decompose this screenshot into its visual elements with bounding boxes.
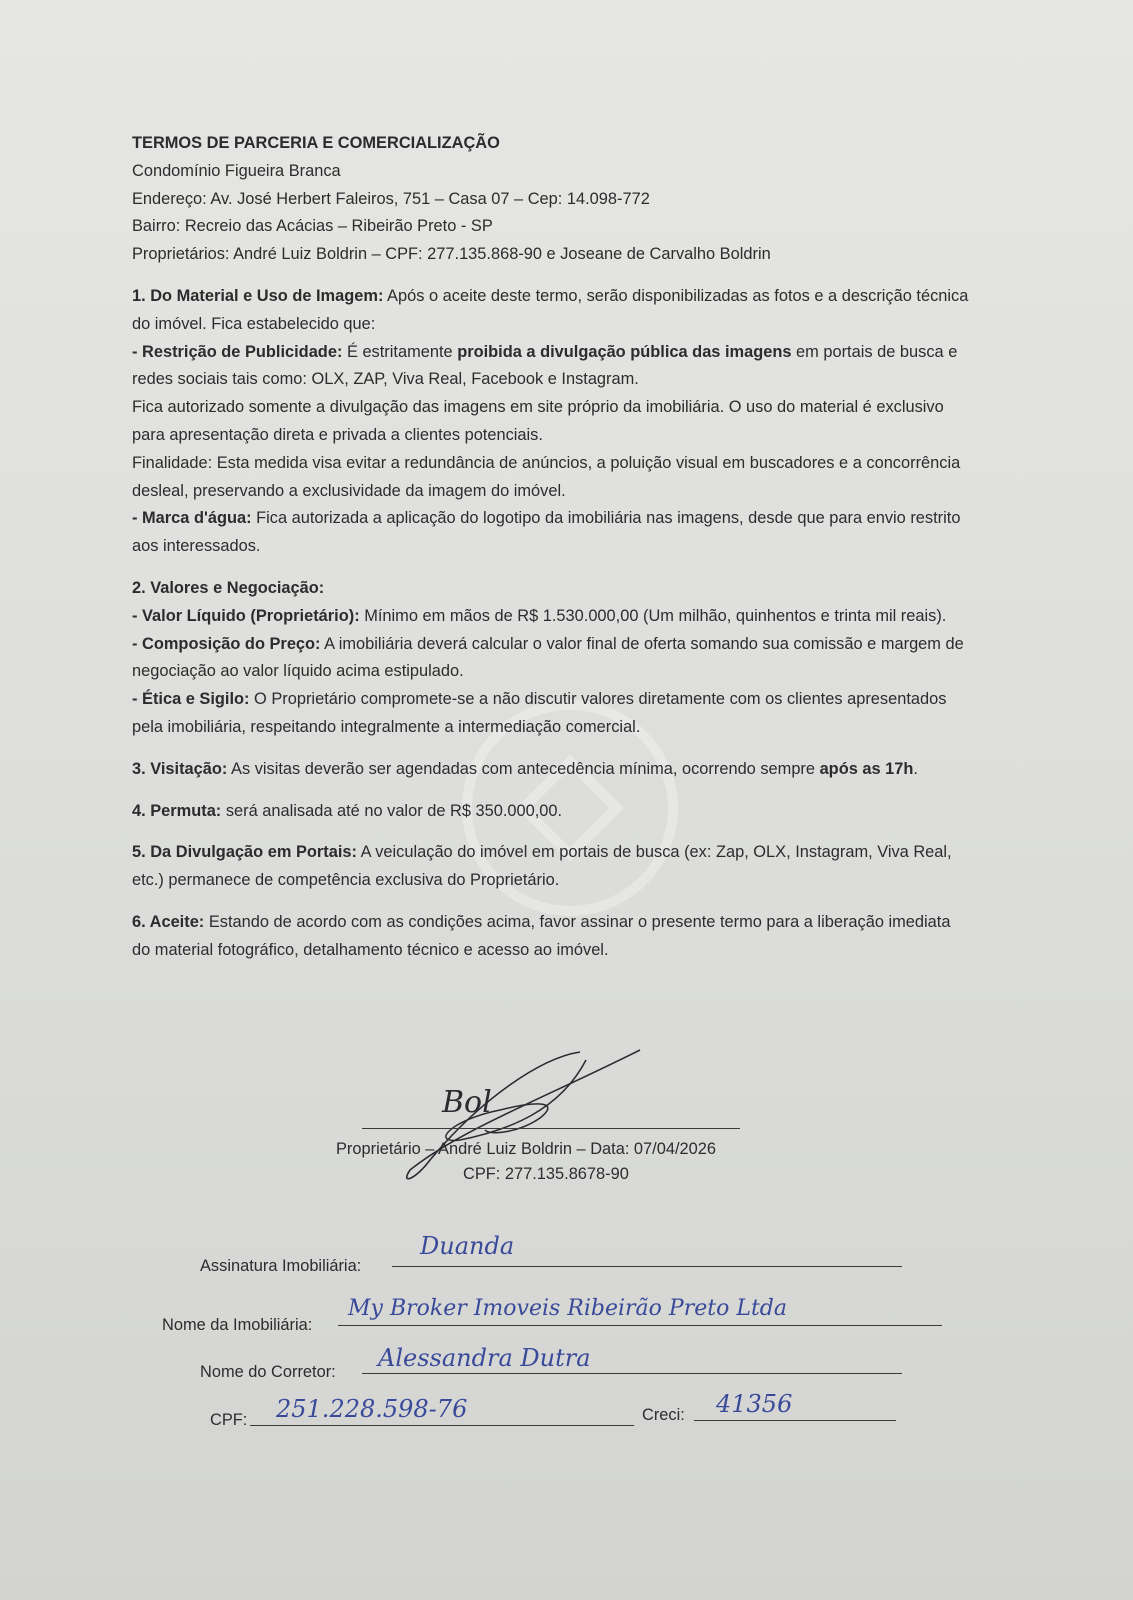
assinatura-imobiliaria-signature: Duanda	[420, 1232, 515, 1260]
cpf-value: 251.228.598-76	[276, 1395, 468, 1423]
cpf-label: CPF:	[210, 1411, 248, 1429]
creci-value: 41356	[716, 1390, 793, 1418]
creci-line	[694, 1420, 896, 1421]
section-2-composicao: - Composição do Preço: A imobiliária deverá calcular o valor final de oferta somando sua comissão e margem de negociação ao valor líquido acima estipulado.	[132, 634, 964, 681]
section-1-marca-dagua: - Marca d'água: Fica autorizada a aplicação do logotipo da imobiliária nas imagens, desde que para envio restrito aos interessados.	[132, 509, 961, 556]
document-body	[132, 130, 972, 965]
section-1-heading: 1. Do Material e Uso de Imagem:	[132, 286, 384, 305]
owner-signature-caption: Proprietário – André Luiz Boldrin – Data: 07/04/2026	[336, 1140, 716, 1158]
section-6-aceite: 6. Aceite: Estando de acordo com as condições acima, favor assinar o presente termo para a liberação imediata do material fotográfico, detalhamento técnico e acesso ao imóvel.	[132, 912, 951, 959]
owner-signature-line	[362, 1128, 740, 1129]
endereco-line: Endereço: Av. José Herbert Faleiros, 751 – Casa 07 – Cep: 14.098-772	[132, 189, 650, 208]
bairro-line: Bairro: Recreio das Acácias – Ribeirão Preto - SP	[132, 217, 493, 236]
section-1-finalidade: Finalidade: Esta medida visa evitar a redundância de anúncios, a poluição visual em buscadores e a concorrência desleal, preservando a exclusividade da imagem do imóvel.	[132, 453, 961, 500]
nome-imobiliaria-label: Nome da Imobiliária:	[162, 1316, 313, 1334]
owner-signature-text: Bol	[442, 1085, 492, 1120]
condominio-line: Condomínio Figueira Branca	[132, 161, 341, 180]
assinatura-imobiliaria-label: Assinatura Imobiliária:	[200, 1257, 362, 1275]
section-3-visitacao: 3. Visitação: As visitas deverão ser agendadas com antecedência mínima, ocorrendo sempre após as 17h.	[132, 759, 918, 778]
proprietarios-line: Proprietários: André Luiz Boldrin – CPF: 277.135.868-90 e Joseane de Carvalho Boldrin	[132, 245, 771, 264]
document-title: TERMOS DE PARCERIA E COMERCIALIZAÇÃO	[132, 134, 500, 152]
nome-imobiliaria-value: My Broker Imoveis Ribeirão Preto Ltda	[348, 1296, 787, 1321]
creci-label: Creci:	[642, 1406, 685, 1424]
section-5-divulgacao: 5. Da Divulgação em Portais: A veiculação do imóvel em portais de busca (ex: Zap, OLX, Instagram, Viva Real, etc.) permanece de competência exclusiva do Proprietário.	[132, 843, 952, 890]
section-2-valor: - Valor Líquido (Proprietário): Mínimo em mãos de R$ 1.530.000,00 (Um milhão, quinhentos e trinta mil reais).	[132, 606, 947, 625]
section-1-restricao: - Restrição de Publicidade: É estritamente proibida a divulgação pública das imagens em portais de busca e redes sociais tais como: OLX, ZAP, Viva Real, Facebook e Instagram.	[132, 342, 958, 389]
nome-corretor-line	[362, 1373, 902, 1374]
section-2-heading: 2. Valores e Negociação:	[132, 578, 325, 597]
nome-imobiliaria-line	[338, 1325, 942, 1326]
owner-cpf: CPF: 277.135.8678-90	[463, 1165, 629, 1183]
cpf-line	[250, 1425, 634, 1426]
section-1-intro: 1. Do Material e Uso de Imagem: Após o aceite deste termo, serão disponibilizadas as fotos e a descrição técnica do imóvel. Fica estabelecido que:	[132, 286, 969, 333]
section-1-autorizado: Fica autorizado somente a divulgação das imagens em site próprio da imobiliária. O uso do material é exclusivo para apresentação direta e privada a clientes potenciais.	[132, 398, 944, 444]
assinatura-imobiliaria-line	[392, 1266, 902, 1267]
section-2-etica: - Ética e Sigilo: O Proprietário compromete-se a não discutir valores diretamente com os clientes apresentados pela imobiliária, respeitando integralmente a intermediação comercial.	[132, 690, 947, 736]
section-4-permuta: 4. Permuta: será analisada até no valor de R$ 350.000,00.	[132, 801, 563, 820]
nome-corretor-value: Alessandra Dutra	[378, 1344, 591, 1372]
nome-corretor-label: Nome do Corretor:	[200, 1363, 336, 1381]
